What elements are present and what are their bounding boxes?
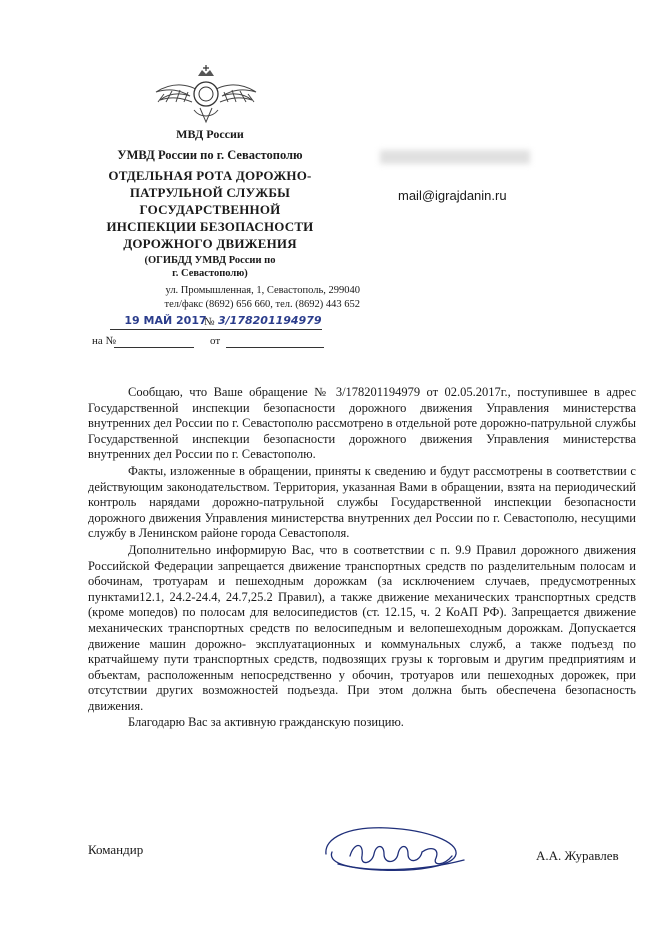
- reference-from-label: от: [210, 335, 221, 347]
- reference-label: на №: [92, 335, 117, 347]
- unit-name-line: ПАТРУЛЬНОЙ СЛУЖБЫ: [129, 185, 291, 200]
- registration-number: 3/178201194979: [218, 314, 322, 327]
- body-paragraph: Дополнительно информирую Вас, что в соответствии с п. 9.9 Правил дорожного движения Российской Федерации запрещается движение транспортных средств по разделительным полосам и обочинам, тротуарам и пешеходным дорожкам (за исключением случаев, предусмотренных пунктами12.1, 24.2-24.4, 24.7,25.2 Правил), а также движение механических транспортных средств (кроме мопедов) по полосам для велосипедистов (ст. 12.15, ч. 2 КоАП РФ). Запрещается движение механических транспортных средств по велосипедным и велопешеходным дорожкам. Допускается движение машин дорожно- эксплуатационных и коммунальных служб, а также подъезд по кратчайшему пути транспортных средств, подвозящих грузы к торговым и другим предприятиям и объектам, расположенным непосредственно у обочин, тротуаров или пешеходных дорожек, при отсутствии других возможностей подъезда. При этом должна быть обеспечена безопасность движения.: [88, 542, 636, 713]
- number-underline: [216, 329, 322, 330]
- reference-date-underline: [226, 347, 324, 348]
- recipient-email: mail@igrajdanin.ru: [398, 188, 507, 203]
- body-paragraph: Благодарю Вас за активную гражданскую позицию.: [128, 715, 404, 730]
- unit-name-line: ГОСУДАРСТВЕННОЙ: [139, 202, 281, 217]
- unit-name-line: ОТДЕЛЬНАЯ РОТА ДОРОЖНО-: [108, 168, 312, 183]
- unit-name-line: ДОРОЖНОГО ДВИЖЕНИЯ: [123, 236, 297, 251]
- unit-abbreviation: [60, 254, 360, 280]
- letter-body: [88, 385, 636, 732]
- body-paragraph: Факты, изложенные в обращении, приняты к сведению и будут рассмотрены в соответствии с действующим законодательством. Территория, указанная Вами в обращении, взята на периодический контроль нарядами дорожно-патрульной службы Государственной инспекции безопасности дорожного движения Управления министерства внутренних дел России по г. Севастополю, несущими службу в Ленинском районе города Севастополя.: [88, 463, 636, 541]
- unit-name-line: ИНСПЕКЦИИ БЕЗОПАСНОСТИ: [106, 219, 314, 234]
- body-paragraph: Сообщаю, что Ваше обращение № 3/178201194979 от 02.05.2017г., поступившее в адрес Государственной инспекции безопасности дорожного движения Управления министерства внутренних дел России по г. Севастополю рассмотрено в отдельной роте дорожно-патрульной службы Государственной инспекции безопасности дорожного движения Управления министерства внутренних дел России по г. Севастополю.: [88, 385, 636, 462]
- date-underline: [110, 329, 220, 330]
- mvd-emblem-icon: [150, 62, 262, 128]
- signatory-name: А.А. Журавлев: [536, 848, 619, 863]
- number-sign: №: [204, 316, 215, 328]
- department-name: УМВД России по г. Севастополю: [117, 148, 303, 162]
- reference-underline: [114, 347, 194, 348]
- registration-row: [100, 316, 320, 332]
- address: ул. Промышленная, 1, Севастополь, 299040: [165, 285, 360, 296]
- phone: тел/факс (8692) 656 660, тел. (8692) 443 652: [164, 299, 360, 310]
- recipient-name-redacted: [380, 150, 530, 164]
- unit-name: [60, 167, 360, 252]
- reference-row: [80, 335, 330, 351]
- ministry-name: МВД России: [176, 127, 244, 141]
- unit-abbreviation-line: (ОГИБДД УМВД России по: [144, 255, 276, 266]
- handwritten-signature: [318, 820, 468, 878]
- registration-date-stamp: 19 МАЙ 2017: [124, 314, 207, 327]
- signatory-title: Командир: [88, 842, 144, 857]
- unit-abbreviation-line: г. Севастополю): [172, 268, 248, 279]
